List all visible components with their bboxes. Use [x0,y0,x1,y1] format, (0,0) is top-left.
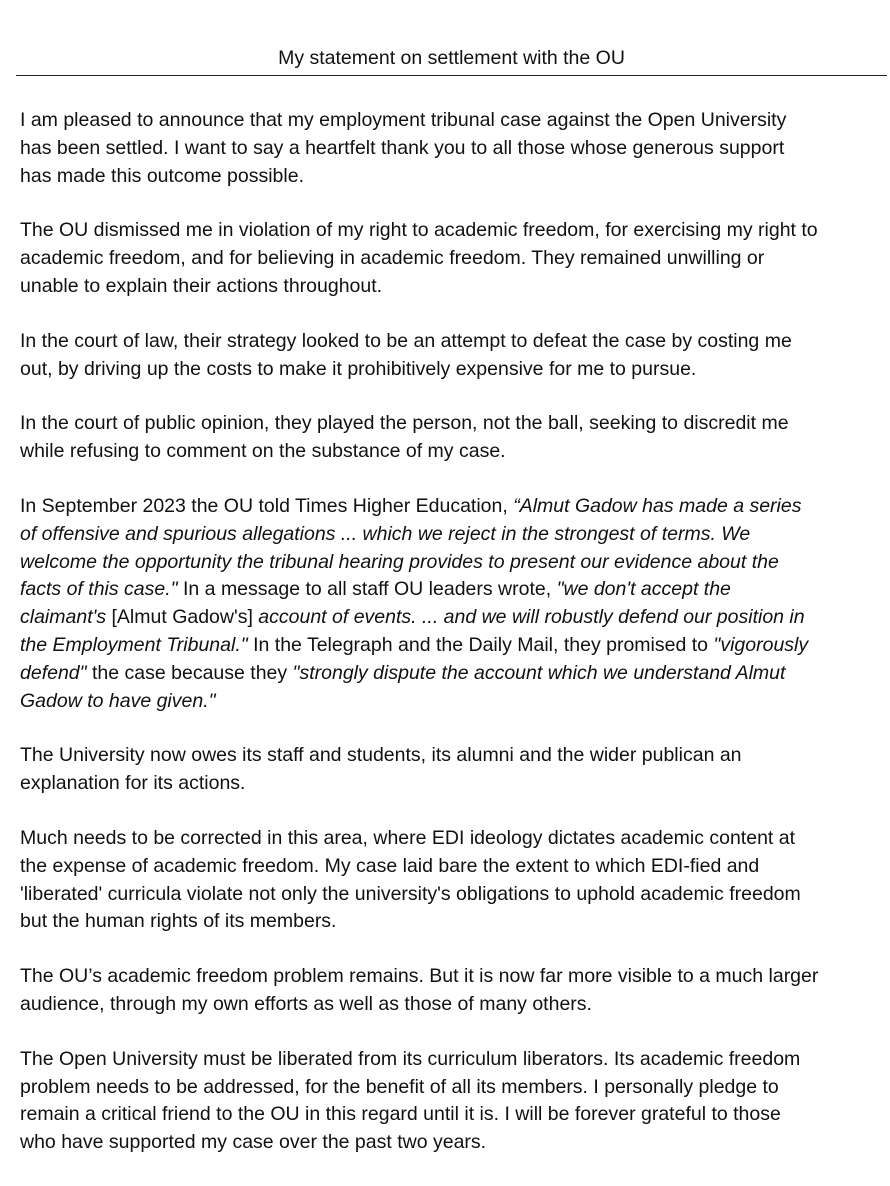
paragraph-explanation [20,742,888,798]
quote-text: Gadow to have given." [20,689,216,712]
paragraph-edi [20,825,888,936]
text-run: [Almut Gadow's] [106,606,259,629]
text-line: I am pleased to announce that my employment tribunal case against the Open University [20,109,787,131]
text-line: while refusing to comment on the substance of my case. [20,440,506,463]
text-line: who have supported my case over the past two years. [20,1131,487,1154]
quote-text: the Employment Tribunal." [20,633,248,656]
text-line: problem needs to be addressed, for the benefit of all its members. I personally pledge to [20,1075,779,1098]
paragraph-problem-remains [20,963,888,1019]
text-line: 'liberated' curricula violate not only the university's obligations to uphold academic freedom [20,882,801,905]
text-line: audience, through my own efforts as well as those of many others. [20,992,592,1015]
quote-text: “Almut Gadow has made a series [513,494,802,517]
statement-body [20,107,888,1184]
text-line: The OU’s academic freedom problem remains. But it is now far more visible to a much larger [20,965,819,988]
paragraph-quotes [20,493,888,715]
text-line [20,632,888,660]
quote-text: defend" [20,661,87,684]
text-line: out, by driving up the costs to make it prohibitively expensive for me to pursue. [20,357,697,380]
quote-text: "vigorously [713,633,809,656]
text-line: The Open University must be liberated from its curriculum liberators. Its academic freedom [20,1047,801,1070]
text-run: the case because they [86,661,293,684]
quote-text: welcome the opportunity the tribunal hearing provides to present our evidence about the [20,550,779,573]
page-title: My statement on settlement with the OU [278,47,625,69]
text-line [20,549,888,577]
text-line [20,576,888,604]
text-run: In the Telegraph and the Daily Mail, they promised to [247,633,714,656]
text-line [20,604,888,632]
text-line [20,688,888,716]
quote-text: "strongly dispute the account which we understand Almut [292,661,786,684]
paragraph-announcement [20,107,888,190]
text-line: In the court of public opinion, they played the person, not the ball, seeking to discredit me [20,412,789,435]
quote-text: "we don't accept the [556,578,731,601]
text-run: In a message to all staff OU leaders wrote, [177,578,557,601]
text-line: The OU dismissed me in violation of my right to academic freedom, for exercising my right to [20,219,818,242]
paragraph-closing [20,1046,888,1157]
text-line: unable to explain their actions throughout. [20,274,383,297]
text-line: In the court of law, their strategy looked to be an attempt to defeat the case by costing me [20,329,792,352]
text-line [20,493,888,521]
text-line [20,660,888,688]
paragraph-dismissal [20,217,888,300]
quote-text: of offensive and spurious allegations ... which we reject in the strongest of terms. We [20,522,751,545]
text-line: but the human rights of its members. [20,910,337,933]
title-divider [16,75,887,76]
quote-text: claimant's [20,606,107,629]
quote-text: account of events. ... and we will robustly defend our position in [258,606,805,629]
text-line [20,521,888,549]
text-line: Much needs to be corrected in this area, where EDI ideology dictates academic content at [20,826,796,849]
text-run: In September 2023 the OU told Times Higher Education, [20,494,514,517]
text-line: The University now owes its staff and students, its alumni and the wider publican an [20,744,742,767]
text-line: has been settled. I want to say a heartfelt thank you to all those whose generous support [20,136,785,159]
paragraph-public-opinion [20,410,888,466]
paragraph-court-of-law [20,328,888,384]
text-line: remain a critical friend to the OU in this regard until it is. I will be forever grateful to those [20,1103,781,1126]
quote-text: facts of this case." [20,578,178,601]
text-line: explanation for its actions. [20,772,246,795]
text-line: has made this outcome possible. [20,164,304,187]
text-line: the expense of academic freedom. My case laid bare the extent to which EDI-fied and [20,854,760,877]
text-line: academic freedom, and for believing in academic freedom. They remained unwilling or [20,247,765,270]
